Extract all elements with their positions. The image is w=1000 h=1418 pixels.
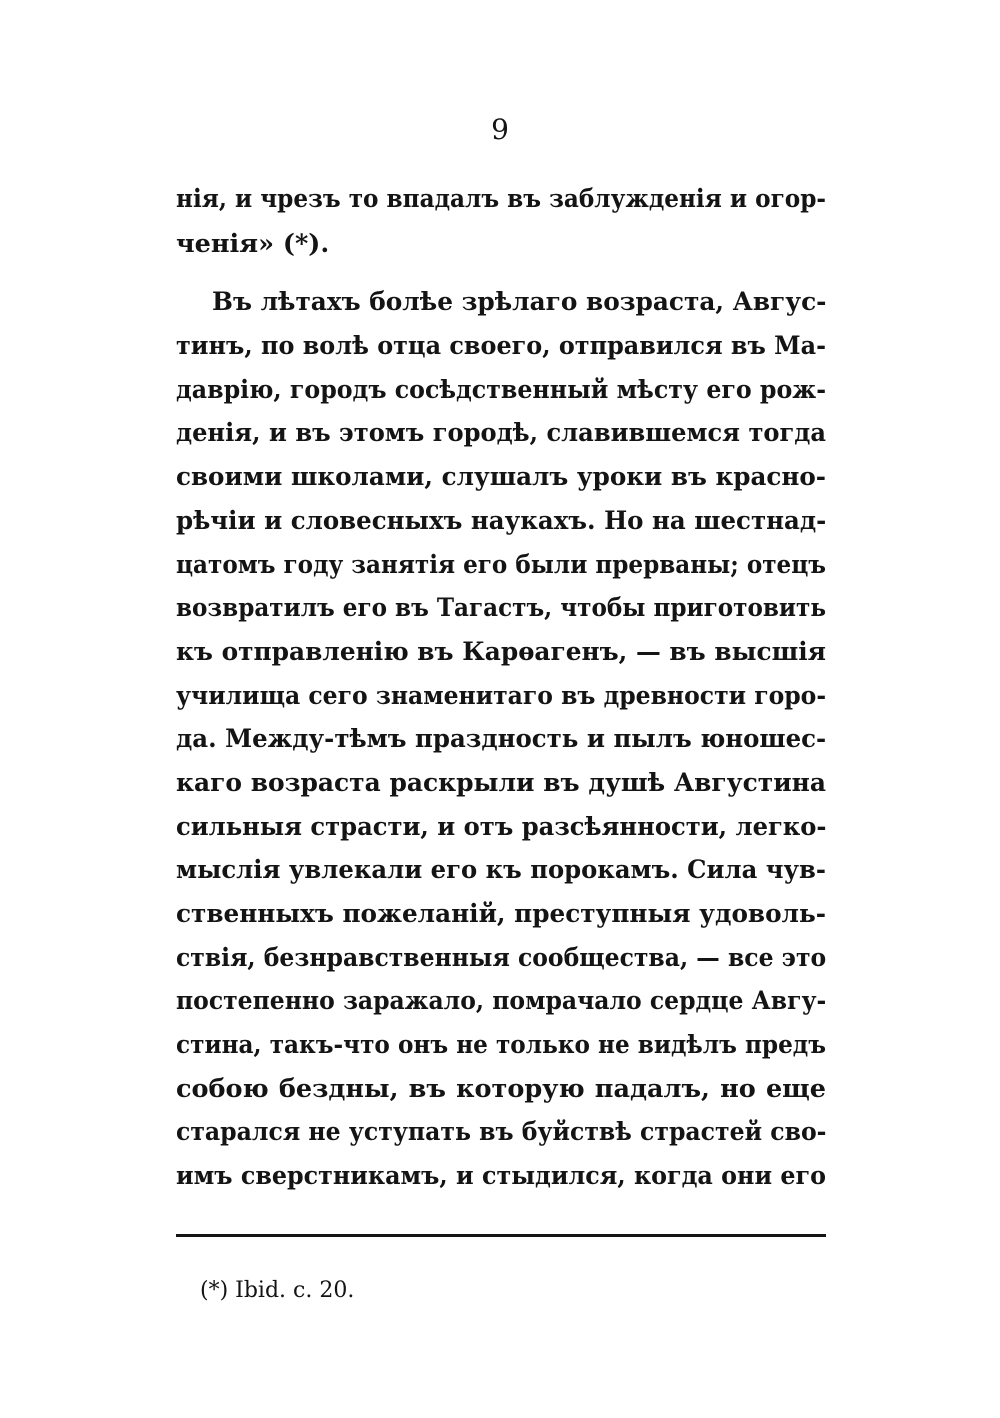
text-line: да. Между-тѣмъ праздность и пылъ юношес- <box>176 724 827 754</box>
text-line: ченія» (*). <box>176 229 330 259</box>
page-number: 9 <box>491 113 509 146</box>
footnote: (*) Ibid. c. 20. <box>200 1278 355 1303</box>
text-line: къ отправленію въ Карѳагенъ, — въ высшія <box>176 637 826 667</box>
text-line: собою бездны, въ которую падалъ, но еще <box>176 1074 826 1104</box>
text-line: денія, и въ этомъ городѣ, славившемся тогда <box>176 418 826 448</box>
text-line: даврію, городъ сосѣдственный мѣсту его рож- <box>176 375 827 405</box>
text-line: рѣчіи и словесныхъ наукахъ. Но на шестнад- <box>176 506 827 536</box>
text-line: мыслія увлекали его къ порокамъ. Сила чув- <box>176 855 826 885</box>
text-line: ствія, безнравственныя сообщества, — все это <box>176 943 827 973</box>
paragraph-start-line: Въ лѣтахъ болѣе зрѣлаго возраста, Авгус- <box>212 287 827 317</box>
text-line: старался не уступать въ буйствѣ страстей сво- <box>176 1117 827 1147</box>
text-line: возвратилъ его въ Тагастъ, чтобы приготовить <box>176 593 826 623</box>
text-line: своими школами, слушалъ уроки въ красно- <box>176 462 826 492</box>
text-line: постепенно заражало, помрачало сердце Авгу- <box>176 986 827 1016</box>
text-line: имъ сверстникамъ, и стыдился, когда они его <box>176 1161 826 1191</box>
text-line: каго возраста раскрыли въ душѣ Августина <box>176 768 826 798</box>
text-line: ственныхъ пожеланій, преступныя удоволь- <box>176 899 826 929</box>
footnote-separator-rule <box>176 1234 826 1237</box>
text-line: сильныя страсти, и отъ разсѣянности, легко- <box>176 812 827 842</box>
text-line: стина, такъ-что онъ не только не видѣлъ предъ <box>176 1030 826 1060</box>
text-line: цатомъ году занятія его были прерваны; отецъ <box>176 550 826 580</box>
text-line: нія, и чрезъ то впадалъ въ заблужденія и огор- <box>176 184 826 214</box>
text-line: тинъ, по волѣ отца своего, отправился въ Ма- <box>176 331 826 361</box>
text-line: училища сего знаменитаго въ древности горо- <box>176 681 827 711</box>
